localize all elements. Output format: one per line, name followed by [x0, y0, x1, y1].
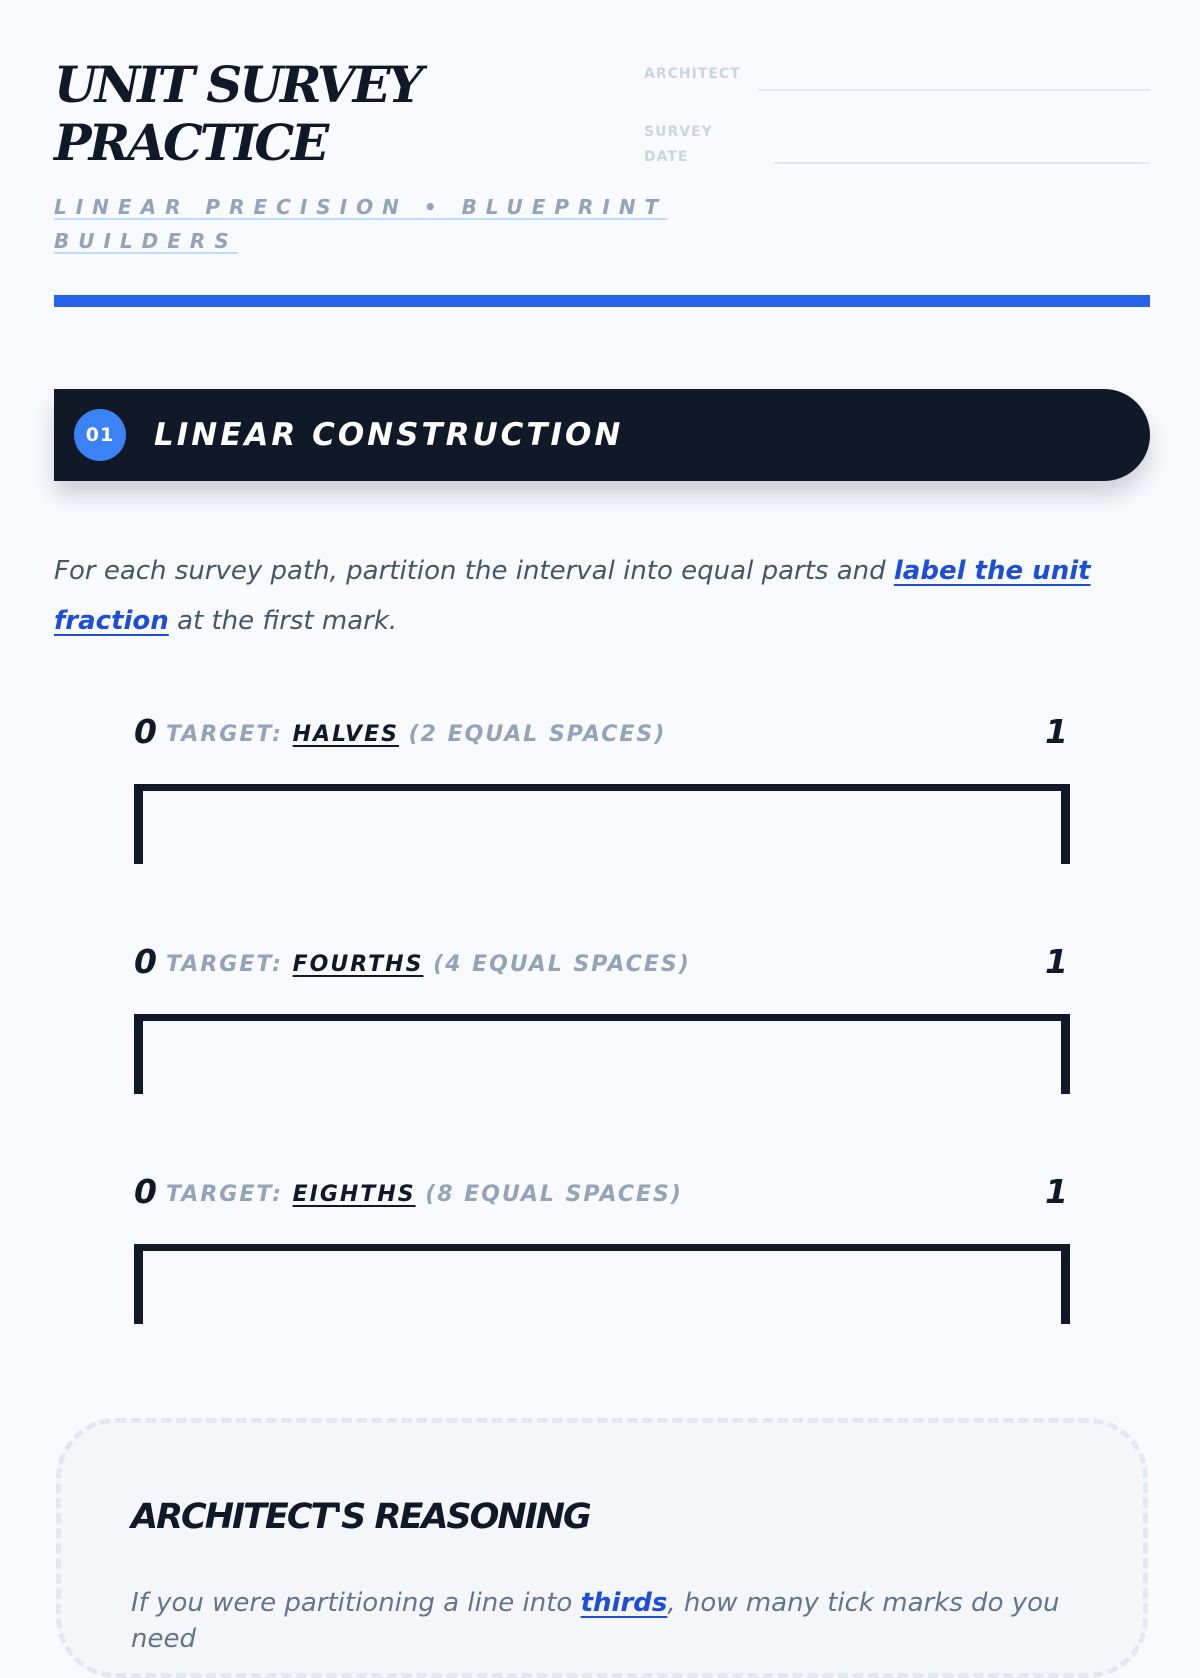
reasoning-after: , how many tick marks do you need: [131, 1588, 1060, 1654]
section-number-badge: 01: [74, 409, 126, 461]
line-target-text: [166, 720, 666, 750]
reasoning-title: ARCHITECT'S REASONING: [131, 1497, 590, 1537]
line-target-text: [166, 1180, 683, 1210]
reasoning-panel: [56, 1418, 1148, 1678]
target-detail: (2 EQUAL SPACES): [408, 722, 667, 747]
line-end-label: 1: [1045, 1172, 1068, 1211]
line-target-text: [166, 950, 691, 980]
survey-line-fourths: [134, 942, 1070, 1102]
instruction-text: [54, 546, 1104, 646]
line-start-label: 0: [134, 942, 157, 981]
reasoning-before: If you were partitioning a line into: [131, 1588, 581, 1618]
target-label: TARGET:: [166, 722, 283, 747]
survey-date-label: SURVEY DATE: [644, 124, 713, 165]
target-keyword: FOURTHS: [292, 952, 424, 977]
reasoning-emphasis: thirds: [580, 1588, 668, 1618]
header-divider: [54, 295, 1150, 307]
survey-date-field[interactable]: [774, 162, 1150, 164]
target-keyword: HALVES: [292, 722, 399, 747]
survey-line-eighths: [134, 1172, 1070, 1332]
section-header: [54, 389, 1150, 481]
worksheet-header: [54, 56, 1150, 306]
section-title: LINEAR CONSTRUCTION: [154, 417, 624, 453]
line-start-label: 0: [134, 712, 157, 751]
instruction-emphasis: label the unit fraction: [54, 556, 1091, 636]
line-start-label: 0: [134, 1172, 157, 1211]
instruction-after: at the first mark.: [168, 606, 398, 636]
page-title: UNIT SURVEY PRACTICE: [54, 55, 421, 172]
instruction-before: For each survey path, partition the interval into equal parts and: [54, 556, 894, 586]
number-line-bracket[interactable]: [134, 784, 1070, 864]
target-label: TARGET:: [166, 1182, 283, 1207]
target-keyword: EIGHTHS: [292, 1182, 416, 1207]
number-line-bracket[interactable]: [134, 1244, 1070, 1324]
line-end-label: 1: [1045, 942, 1068, 981]
target-detail: (4 EQUAL SPACES): [433, 952, 691, 977]
line-end-label: 1: [1045, 712, 1068, 751]
architect-label: ARCHITECT: [644, 66, 741, 82]
target-detail: (8 EQUAL SPACES): [425, 1182, 683, 1207]
page-subtitle: LINEAR PRECISION • BLUEPRINT BUILDERS: [54, 195, 668, 253]
architect-field[interactable]: [758, 89, 1150, 91]
survey-line-halves: [134, 712, 1070, 872]
number-line-bracket[interactable]: [134, 1014, 1070, 1094]
target-label: TARGET:: [166, 952, 283, 977]
reasoning-text: [131, 1585, 1091, 1657]
